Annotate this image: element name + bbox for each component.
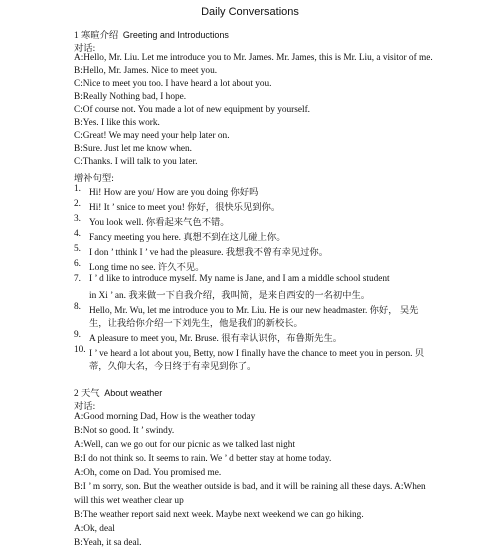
dialogue-line: B:I do not think so. It seems to rain. We ’ d better stay at home today. [74, 454, 332, 464]
list-item: A pleasure to meet you, Mr. Bruse. 很有幸认识你，布鲁斯先生。 [89, 334, 343, 344]
dialogue-line: A:Ok, deal [74, 524, 115, 534]
dialogue-line: A:Good morning Dad, How is the weather today [74, 412, 256, 422]
dialogue-line: B:Yes. I like this work. [74, 118, 160, 128]
list-number: 3. [74, 214, 81, 224]
dialogue-line: C:Nice to meet you too. I have heard a lot about you. [74, 79, 272, 89]
dialogue-line: B:Not so good. It ’ swindy. [74, 426, 175, 436]
dialogue-line: C:Of course not. You made a lot of new equipment by yourself. [74, 105, 310, 115]
dialogue-label: 对话: [74, 402, 96, 412]
list-item: Long time no see. 许久不见。 [89, 263, 205, 273]
list-number: 2. [74, 199, 81, 209]
dialogue-line: B:Yeah, it sa deal. [74, 538, 142, 548]
dialogue-line: will this wet weather clear up [74, 496, 184, 506]
dialogue-line: B:Really Nothing bad, I hope. [74, 92, 187, 102]
list-number: 9. [74, 330, 81, 340]
list-item: Hi! How are you/ How are you doing 你好吗 [89, 188, 259, 198]
list-item: Hi! It ’ snice to meet you! 你好，很快乐见到你。 [89, 203, 281, 213]
section-heading [74, 385, 162, 399]
dialogue-line: A:Oh, come on Dad. You promised me. [74, 468, 222, 478]
section-heading-en: Greeting and Introductions [122, 30, 229, 40]
list-number: 1. [74, 184, 81, 194]
list-item-continuation: 蒂，久仰大名，今日终于有幸见到你了。 [89, 362, 257, 372]
list-number: 6. [74, 259, 81, 269]
list-number: 5. [74, 244, 81, 254]
section-heading-en: About weather [104, 388, 163, 398]
list-item-continuation: 生，让我给你介绍一下刘先生，他是我们的新校长。 [89, 319, 303, 329]
document-title: Daily Conversations [201, 6, 299, 18]
dialogue-line: B:Sure. Just let me know when. [74, 144, 193, 154]
list-item: Fancy meeting you here. 真想不到在这儿碰上你。 [89, 233, 286, 243]
dialogue-line: B:I ’ m sorry, son. But the weather outside is bad, and it will be raining all these days. A:When [74, 482, 426, 492]
list-item-continuation: in Xi ’ an. 我来做一下自我介绍，我叫简，是来自西安的一名初中生。 [89, 291, 371, 301]
list-number: 7. [74, 274, 81, 284]
list-number: 10. [74, 345, 86, 355]
list-item: I don ’ tthink I ’ ve had the pleasure. 我想我不曾有幸见过你。 [89, 248, 329, 258]
dialogue-line: B:Hello, Mr. James. Nice to meet you. [74, 66, 218, 76]
section-heading-cn: 1 寒暄介绍 [74, 31, 119, 41]
dialogue-line: A:Well, can we go out for our picnic as we talked last night [74, 440, 296, 450]
dialogue-label: 对话: [74, 44, 96, 54]
section-heading [74, 27, 229, 41]
dialogue-line: A:Hello, Mr. Liu. Let me introduce you to Mr. James. Mr. James, this is Mr. Liu, a visitor of me. [74, 53, 433, 63]
section-heading-cn: 2 天气 [74, 389, 100, 399]
dialogue-line: C:Thanks. I will talk to you later. [74, 157, 198, 167]
list-item: Hello, Mr. Wu, let me introduce you to Mr. Liu. He is our new headmaster. 你好， 吴先 [89, 306, 419, 316]
list-number: 4. [74, 229, 81, 239]
dialogue-line: C:Great! We may need your help later on. [74, 131, 230, 141]
supplement-label: 增补句型: [74, 174, 114, 184]
dialogue-line: B:The weather report said next week. Maybe next weekend we can go hiking. [74, 510, 364, 520]
list-item: You look well. 你看起来气色不错。 [89, 218, 230, 228]
list-item: I ’ ve heard a lot about you, Betty, now I finally have the chance to meet you in person. 贝 [89, 349, 425, 359]
list-number: 8. [74, 302, 81, 312]
list-item: I ’ d like to introduce myself. My name is Jane, and I am a middle school student [89, 274, 390, 284]
